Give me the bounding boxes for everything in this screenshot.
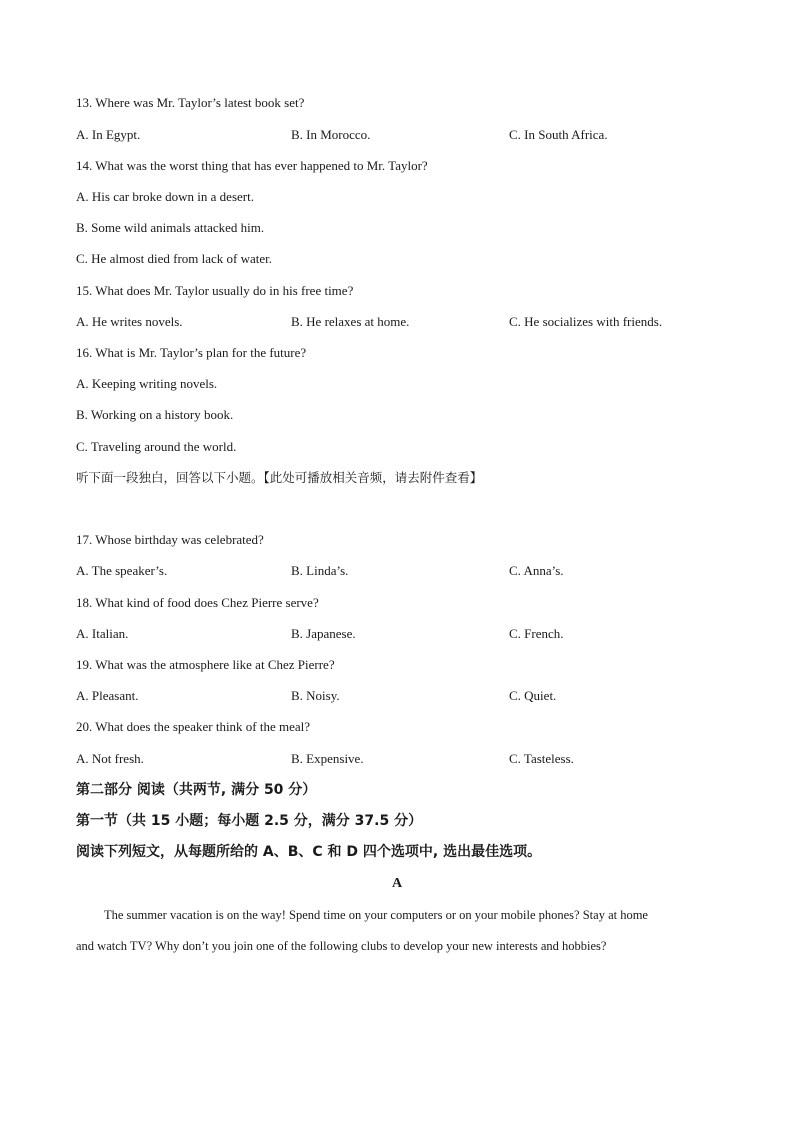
q20-option-b: B. Expensive.: [291, 751, 364, 766]
q14-option-c: C. He almost died from lack of water.: [76, 251, 273, 266]
question-17: 17. Whose birthday was celebrated?: [76, 532, 264, 547]
q13-option-b: B. In Morocco.: [291, 127, 371, 142]
reading-instruction: 阅读下列短文，从每题所给的 A、B、C 和 D 四个选项中, 选出最佳选项。: [76, 844, 542, 860]
q17-option-b: B. Linda’s.: [291, 563, 349, 578]
q18-option-c: C. French.: [509, 626, 564, 641]
q19-option-b: B. Noisy.: [291, 688, 340, 703]
q15-option-b: B. He relaxes at home.: [291, 314, 410, 329]
question-18: 18. What kind of food does Chez Pierre serve?: [76, 595, 319, 610]
q16-option-a: A. Keeping writing novels.: [76, 376, 218, 391]
q20-option-c: C. Tasteless.: [509, 751, 574, 766]
passage-label: A: [391, 876, 403, 891]
q13-option-c: C. In South Africa.: [509, 127, 608, 142]
question-19: 19. What was the atmosphere like at Chez Pierre?: [76, 657, 335, 672]
question-13: 13. Where was Mr. Taylor’s latest book set?: [76, 95, 305, 110]
passage-line-1: The summer vacation is on the way! Spend time on your computers or on your mobile phones? Stay at home: [104, 908, 648, 922]
q19-option-a: A. Pleasant.: [76, 688, 139, 703]
passage-line-2: and watch TV? Why don’t you join one of the following clubs to develop your new interests and hobbies?: [76, 939, 607, 953]
q17-option-a: A. The speaker’s.: [76, 563, 168, 578]
question-20: 20. What does the speaker think of the meal?: [76, 719, 311, 734]
q16-option-c: C. Traveling around the world.: [76, 439, 237, 454]
q18-option-a: A. Italian.: [76, 626, 129, 641]
question-16: 16. What is Mr. Taylor’s plan for the future?: [76, 345, 307, 360]
question-15: 15. What does Mr. Taylor usually do in his free time?: [76, 283, 354, 298]
q15-option-a: A. He writes novels.: [76, 314, 183, 329]
q13-option-a: A. In Egypt.: [76, 127, 141, 142]
section-one-title: 第一节（共 15 小题；每小题 2.5 分，满分 37.5 分）: [76, 813, 423, 829]
q17-option-c: C. Anna’s.: [509, 563, 564, 578]
q15-option-c: C. He socializes with friends.: [509, 314, 663, 329]
q19-option-c: C. Quiet.: [509, 688, 557, 703]
q16-option-b: B. Working on a history book.: [76, 407, 234, 422]
monologue-instruction: 听下面一段独白，回答以下小题。【此处可播放相关音频，请去附件查看】: [76, 470, 483, 485]
part-two-title: 第二部分 阅读（共两节, 满分 50 分）: [76, 782, 317, 798]
q14-option-a: A. His car broke down in a desert.: [76, 189, 254, 204]
q14-option-b: B. Some wild animals attacked him.: [76, 220, 265, 235]
question-14: 14. What was the worst thing that has ever happened to Mr. Taylor?: [76, 158, 428, 173]
q18-option-b: B. Japanese.: [291, 626, 356, 641]
q20-option-a: A. Not fresh.: [76, 751, 144, 766]
